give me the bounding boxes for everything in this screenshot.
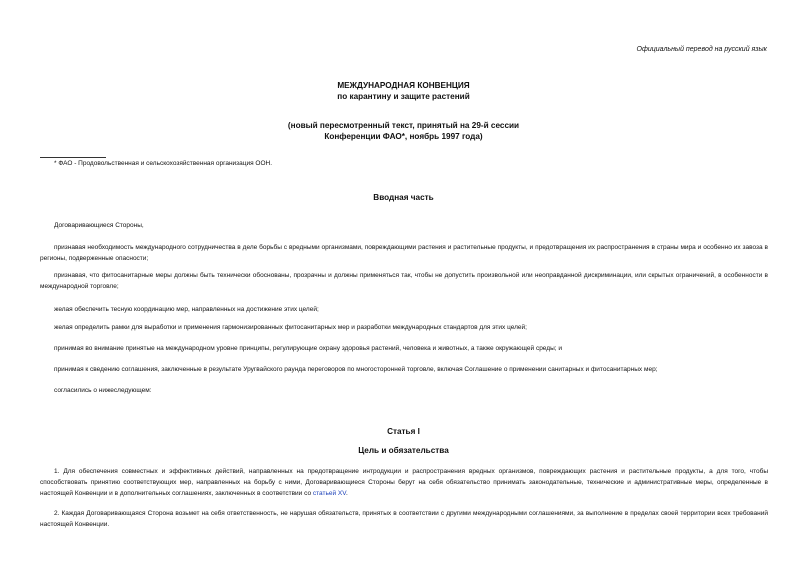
preamble-paragraph: признавая, что фитосанитарные меры должны быть технически обоснованы, прозрачны и должны применяться так, чтобы не допустить произвольной или неоправданной дискриминации, или скрытых ограничений, в особенности в международной торговле; <box>40 272 768 290</box>
preamble-paragraph: принимая к сведению соглашения, заключенные в результате Уругвайского раунда переговоров по многосторонней торговле, включая Соглашение о применении санитарных и фитосанитарных мер; <box>54 366 658 373</box>
article-xv-link[interactable]: статьей XV <box>312 490 346 497</box>
document-subtitle <box>0 120 807 142</box>
preamble-paragraph: желая определить рамки для выработки и применения гармонизированных фитосанитарных мер и разработки международных стандартов для этих целей; <box>54 324 527 331</box>
preamble-paragraph: принимая во внимание принятые на международном уровне принципы, регулирующие охрану здоровья растений, человека и животных, а также окружающей среды; и <box>54 345 562 352</box>
article-paragraph-1 <box>40 466 768 499</box>
article-number: Статья I <box>387 427 420 436</box>
title-line-1: МЕЖДУНАРОДНАЯ КОНВЕНЦИЯ <box>337 81 470 90</box>
article-paragraph-1-text: 1. Для обеспечения совместных и эффективных действий, направленных на предотвращение интродукции и распространения вредных организмов, повреждающих растения и растительные продукты, а для того, чтобы способствовать принятию соответствующих мер, направленных на борьбу с ними, Договаривающиеся Стороны берут на себя обязательство принимать законодательные, технические и административные меры, определенные в настоящей Конвенции и в дополнительных соглашениях, заключенных в соответствии со <box>40 468 768 497</box>
article-paragraph-2: 2. Каждая Договаривающаяся Сторона возьмет на себя ответственность, не нарушая обязательств, принятых в соответствии с другими международными соглашениями, за выполнение в пределах своей территории всех требований настоящей Конвенции. <box>40 510 768 528</box>
preamble-paragraph: Договаривающиеся Стороны, <box>54 222 144 229</box>
title-line-2: по карантину и защите растений <box>337 92 470 101</box>
document-title <box>0 80 807 102</box>
article-heading: Цель и обязательства <box>358 446 449 455</box>
preamble-paragraph: согласились о нижеследующем: <box>54 387 152 394</box>
translation-note: Официальный перевод на русский язык <box>636 46 767 53</box>
footnote-divider <box>40 157 106 158</box>
title-line-3: (новый пересмотренный текст, принятый на 29-й сессии <box>287 121 520 130</box>
footnote: * ФАО - Продовольственная и сельскохозяйственная организация ООН. <box>54 160 273 167</box>
preamble-paragraph: желая обеспечить тесную координацию мер, направленных на достижение этих целей; <box>54 306 319 313</box>
article-paragraph-1-end: . <box>346 490 348 497</box>
preamble-paragraph: признавая необходимость международного сотрудничества в деле борьбы с вредными организмами, повреждающими растения и растительные продукты, и предотвращения их распространения в страны мира и особенно их завоза в регионы, подверженные опасности; <box>40 244 768 262</box>
title-line-4: Конференции ФАО*, ноябрь 1997 года) <box>324 132 483 141</box>
preamble-heading: Вводная часть <box>373 193 434 202</box>
